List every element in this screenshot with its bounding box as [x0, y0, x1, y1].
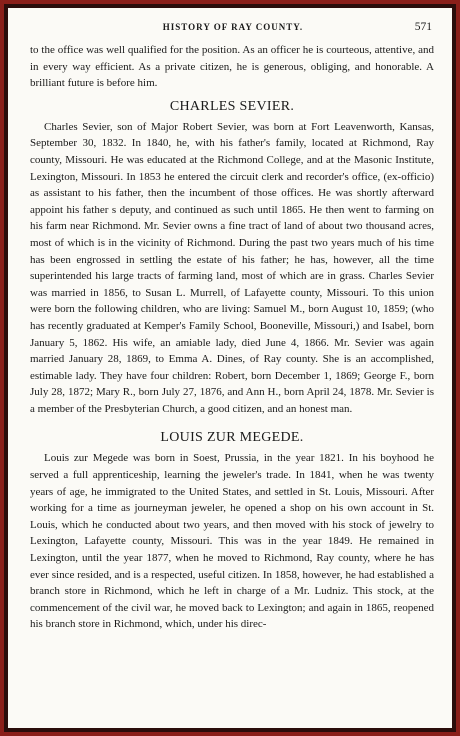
biography-charles-sevier: Charles Sevier, son of Major Robert Sevier, was born at Fort Leavenworth, Kansas, September 30, 1832. In 1840, he, with his father's family, located at Richmond, Ray county, Missouri. He was educated at the Richmond College, and at the Masonic Institute, Lexington, Missouri. In 1853 he entered the circuit clerk and recorder's office, (ex-officio) as assistant to his father, then the incumbent of those offices. He was shortly afterward appoint his father s deputy, and continued as such until 1865. He then went to farming on his farm near Richmond. Mr. Sevier owns a fine tract of land of about two thousand acres, most of which is in the vicinity of Richmond. During the past two years much of his time has been engrossed in settling the estate of his father; he has, however, all the time superintended his large tracts of farming land, most of which are in grass. Charles Sevier was married in 1856, to Susan L. Murrell, of Lafayette county, Missouri. To this union were born the following children, who are living: Samuel M., born August 10, 1859; (who has recently graduated at Kemper's Family School, Booneville, Missouri,) and Isabel, born January 5, 1862. His wife, an amiable lady, died June 4, 1866. Mr. Sevier was again married January 28, 1869, to Emma A. Dines, of Ray county. She is an accomplished, estimable lady. They have four children: Robert, born December 1, 1869; George F., born July 28, 1872; Mary R., born July 27, 1876, and Ann H., born April 24, 1878. Mr. Sevier is a member of the Presbyterian Church, a good citizen, and an honest man.: [30, 120, 434, 415]
running-header: [30, 22, 436, 36]
book-page: [8, 8, 452, 728]
intro-paragraph: to the office was well qualified for the position. As an officer he is courteous, attentive, and in every way efficient. As a private citizen, he is generous, obliging, and honorable. A brilliant future is before him.: [30, 44, 434, 90]
running-title: HISTORY OF RAY COUNTY.: [162, 22, 304, 32]
biography-louis-zur-megede: Louis zur Megede was born in Soest, Prussia, in the year 1821. In his boyhood he served a full apprenticeship, learning the jeweler's trade. In 1841, when he was twenty years of age, he immigrated to the United States, and settled in St. Louis, Missouri. After working for a time as journeyman jeweler, he opened a shop on his own account in St. Louis, which he conducted about two years, and then moved with his stock of jewelry to Lexington, Lafayette county, Missouri. This was in the year 1849. He remained in Lexington, until the year 1877, when he moved to Richmond, Ray county, where he has ever since resided, and is a respected, useful citizen. In 1858, however, he had established a branch store in Richmond, which he left in charge of a Mr. Ludniz. This stock, at the commencement of the civil war, he moved back to Lexington; and again in 1865, reopened his branch store in Richmond, which, under his direc-: [30, 452, 434, 631]
section-title-charles-sevier: CHARLES SEVIER.: [169, 98, 295, 114]
section-title-louis-zur-megede: LOUIS ZUR MEGEDE.: [160, 430, 304, 446]
page-number: 571: [414, 21, 432, 33]
